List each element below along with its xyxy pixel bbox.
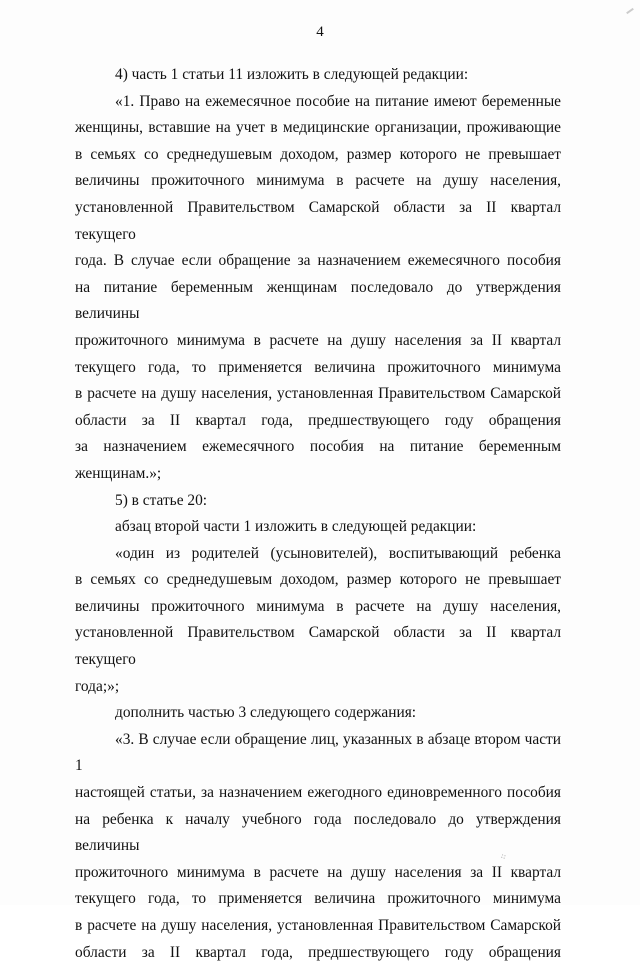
text-line: «3. В случае если обращение лиц, указанных в абзаце втором части 1: [75, 730, 561, 775]
text-line: настоящей статьи, за назначением ежегодного единовременного пособия: [75, 784, 561, 802]
page-number: 4: [316, 24, 324, 40]
text-line: в семьях со среднедушевым доходом, размер которого не превышает: [75, 145, 561, 163]
text-line: установленной Правительством Самарской области за II квартал текущего: [75, 624, 561, 669]
text-line: установленной Правительством Самарской области за II квартал текущего: [75, 198, 561, 243]
text-line: прожиточного минимума в расчете на душу населения за II квартал: [75, 863, 561, 881]
text-line: абзац второй части 1 изложить в следующей редакции:: [115, 518, 477, 536]
text-line: области за II квартал года, предшествующего году обращения: [75, 411, 561, 429]
scan-artifact-mark: [626, 8, 634, 14]
scan-artifact: ⁘: [497, 850, 510, 863]
document-body: [75, 62, 561, 966]
text-line: в семьях со среднедушевым доходом, размер которого не превышает: [75, 571, 561, 589]
text-line: в расчете на душу населения, установленная Правительством Самарской: [75, 385, 561, 403]
text-line: «один из родителей (усыновителей), воспитывающий ребенка: [115, 544, 561, 562]
text-line: текущего года, то применяется величина прожиточного минимума: [75, 358, 561, 376]
text-line: женщинам.»;: [75, 464, 162, 482]
text-line: области за II квартал года, предшествующего году обращения: [75, 943, 561, 961]
text-line: дополнить частью 3 следующего содержания:: [115, 704, 417, 722]
text-line: прожиточного минимума в расчете на душу населения за II квартал: [75, 331, 561, 349]
text-line: величины прожиточного минимума в расчете на душу населения,: [75, 172, 561, 190]
text-line: величины прожиточного минимума в расчете на душу населения,: [75, 597, 561, 615]
text-line: 5) в статье 20:: [115, 491, 208, 509]
text-line: за назначением ежемесячного пособия на питание беременным: [75, 438, 561, 456]
text-line: года;»;: [75, 677, 120, 695]
text-line: года. В случае если обращение за назначением ежемесячного пособия: [75, 252, 561, 270]
text-line: 4) часть 1 статьи 11 изложить в следующей редакции:: [115, 66, 469, 83]
text-line: в расчете на душу населения, установленная Правительством Самарской: [75, 917, 561, 934]
text-line: на ребенка к началу учебного года последовало до утверждения величины: [75, 810, 561, 855]
text-line: на питание беременным женщинам последовало до утверждения величины: [75, 278, 561, 323]
text-line: «1. Право на ежемесячное пособие на питание имеют беременные: [115, 92, 561, 110]
text-line: женщины, вставшие на учет в медицинские организации, проживающие: [75, 119, 561, 137]
text-line: текущего года, то применяется величина прожиточного минимума: [75, 890, 561, 908]
